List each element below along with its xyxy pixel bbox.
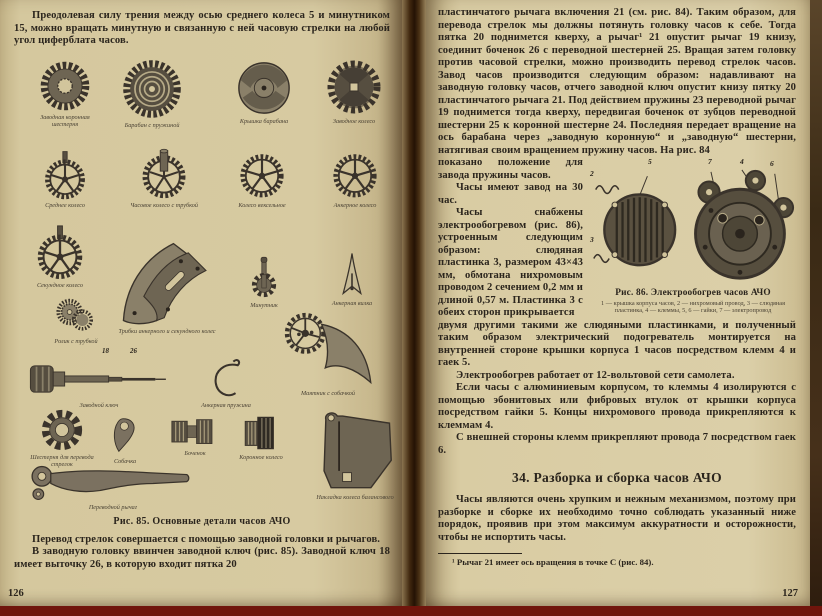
part-label: Коронное колесо (239, 453, 283, 461)
figure-86 (590, 157, 796, 315)
figure-part (162, 415, 228, 457)
part-label: Трибки анкерного и секундного колес (118, 327, 216, 335)
roller-icon (52, 295, 100, 337)
footnote-rule (438, 553, 522, 554)
part-label: Боченок (184, 449, 206, 457)
small-barrel-icon (167, 415, 223, 449)
part-label: Маятник с собачкой (301, 389, 355, 397)
setting-lever-icon (21, 463, 205, 503)
callout-7: 7 (708, 157, 712, 166)
right-paragraph-b3: Если часы с алюминиевым корпусом, то клеммы 4 изолируются с помощью эбонитовых или фибровых втулок от крышки корпуса посредством гайки 5. Концы нихромового провода прикрепляются к клеммам 4. (438, 382, 796, 431)
part-label: Секундное колесо (36, 281, 83, 289)
right-paragraph-b1: двумя другими такими же слюдяными пластинками, и полученный таким образом электрический подогреватель монтируется на внутренней стороне крышки корпуса 1 часов посредством клемм 4 и гаек 5. (438, 319, 796, 368)
figure-part (20, 223, 100, 289)
figure-part (18, 463, 208, 511)
key-callout-26: 26 (130, 346, 137, 355)
part-label: Минутник (250, 301, 278, 309)
part-label: Среднее колесо (45, 201, 85, 209)
figure-85 (14, 53, 394, 515)
right-wrap-paragraph-2: Часы имеют завод на 30 час. (438, 182, 583, 206)
balance-plate-icon (315, 409, 395, 493)
left-paragraph-2: В заводную головку ввинчен заводной ключ (рис. 85). Заводной ключ 18 имеет выточку 26, в которую входит пятка 20 (14, 546, 390, 570)
figure-part (226, 59, 302, 125)
figure-part (220, 147, 304, 209)
key-callout-18: 18 (102, 346, 109, 355)
figure-part (230, 413, 292, 461)
part-label: Анкерная вилка (331, 299, 373, 307)
figure-part (304, 409, 406, 501)
center-wheel-icon (39, 149, 91, 201)
barrel-with-spring-icon (120, 57, 184, 121)
callout-4: 4 (740, 157, 744, 166)
anchor-fork-icon (335, 251, 369, 299)
figure-part (314, 57, 394, 125)
escape-wheel-icon (328, 147, 382, 201)
right-paragraph-top: пластинчатого рычага включения 21 (см. рис. 84). Таким образом, для перевода стрелок мы должны потянуть головку часов к себе. Тогда пятка 20 поднимется кверху, а рычаг¹ 21 опустит рычаг 19 книзу, соединит боченок 26 с переводной шестерней 25. Вращая затем головку против часовой стрелки, можно производить перевод стрелок часов. Завод часов производится следующим образом: надавливают на заводную головку часов, отчего заводной ключ опустит книзу пятку 20 пластинчатого рычага 21. Под действием пружины 23 переводной рычаг 19 поднимется тогда кверху, передвигая боченок от зубцов переводной шестерни 25 к коронной шестерне 24. Последняя передает вращение на ось барабана через „заводную коронную“ и „заводную“ шестерни, натягивая своим вращением пружину часов. На рис. 84 (438, 7, 796, 156)
callout-3: 3 (590, 235, 594, 244)
figure-86-captionblock (590, 288, 796, 315)
part-label: Заводная коронная шестерня (40, 113, 90, 128)
minute-pinion-icon (242, 253, 286, 301)
page-number-left: 126 (8, 588, 24, 599)
part-label: Заводной ключ (79, 401, 119, 409)
figure-part (118, 145, 210, 209)
anchor-spring-icon (204, 353, 248, 401)
case-cover-illustration (682, 165, 796, 285)
figure-part (324, 251, 380, 307)
figure-part (112, 57, 192, 129)
winding-crown-gear-icon (38, 59, 92, 113)
book-gutter (402, 0, 426, 606)
page-edge-right (810, 0, 822, 606)
pinion-bridge-icon (114, 239, 220, 327)
part-label: Анкерная пружина (201, 401, 251, 409)
figure-part (272, 305, 384, 397)
figure-85-caption: Рис. 85. Основные детали часов АЧО (113, 515, 291, 527)
figure-part (18, 346, 180, 409)
part-label: Собачка (113, 457, 137, 465)
hour-wheel-icon (136, 145, 192, 201)
right-closing-paragraph: Часы являются очень хрупким и нежным механизмом, поэтому при разборке и сборке их необходимо точно соблюдать указанный ниже порядок, проявив при этом максимум аккуратности и осторожности, чтобы не испортить часы. (438, 494, 796, 543)
seconds-wheel-icon (31, 223, 89, 281)
figure-86-caption: Рис. 86. Электрообогрев часов АЧО (615, 288, 771, 298)
footnote: ¹ Рычаг 21 имеет ось вращения в точке С (рис. 84). (452, 557, 654, 567)
figure-part (194, 353, 258, 409)
part-label: Ролик с трубкой (54, 337, 98, 345)
left-paragraph-1: Перевод стрелок совершается с помощью заводной головки и рычагов. (32, 533, 381, 545)
pawl-icon (108, 413, 142, 457)
part-label: Колесо вексельное (238, 201, 286, 209)
part-label: Часовое колесо с трубкой (130, 201, 198, 209)
right-wrap-paragraph-3: Часы снабжены электрообогревом (рис. 86), устроенным следующим образом: слюдяная пластинка 3, размером 43×43 мм, обмотана нихромовым проводом 2 сечением 0,2 мм и длиной 0,57 м. Пластинка 3 с обеих сторон прикрывается (438, 207, 583, 318)
left-page (0, 0, 402, 606)
right-wrap-paragraph-1: показано положение для завода пружины часов. (438, 157, 583, 181)
page-number-right: 127 (782, 588, 798, 599)
barrel-cover-icon (235, 59, 293, 117)
figure-text-flow (438, 157, 796, 320)
part-label: Переводной рычаг (88, 503, 138, 511)
callout-2: 2 (590, 169, 594, 178)
figure-86-legend: 1 — крышка корпуса часов, 2 — нихромовый провод, 3 — слюдяная пластинка, 4 — клеммы, 5, 6 — гайки, 7 — электропровод (601, 300, 785, 315)
part-label: Крышка барабана (239, 117, 289, 125)
section-heading: 34. Разборка и сборка часов АЧО (512, 470, 722, 485)
figure-part (234, 253, 294, 309)
right-paragraph-b2: Электрообогрев работает от 12-вольтовой сети самолета. (456, 369, 735, 381)
right-page (426, 0, 810, 606)
minute-wheel-icon (235, 147, 289, 201)
part-label: Накладка колеса балансового (316, 493, 394, 501)
hand-setting-gear-icon (39, 407, 85, 453)
figure-part (26, 149, 104, 209)
left-intro-paragraph: Преодолевая силу трения между осью среднего колеса 5 и минутником 15, можно вращать минутную и связанную с ней часовую стрелки на любой угол циферблата часов. (14, 10, 390, 46)
heater-plate-illustration (590, 165, 678, 285)
callout-6: 6 (770, 159, 774, 168)
figure-part (108, 239, 226, 335)
winding-key-icon (23, 357, 175, 401)
part-label: Шестерня для перевода стрелок (30, 453, 94, 468)
figure-part (100, 413, 150, 465)
part-label: Анкерное колесо (333, 201, 377, 209)
winding-wheel-icon (324, 57, 384, 117)
crown-wheel-icon (240, 413, 282, 453)
figure-part (20, 407, 104, 468)
figure-part (314, 147, 396, 209)
part-label: Барабан с пружиной (124, 121, 180, 129)
pendulum-icon (278, 305, 378, 389)
callout-5: 5 (648, 157, 652, 166)
part-label: Заводное колесо (332, 117, 376, 125)
figure-part (40, 295, 112, 345)
figure-86-images (590, 157, 796, 285)
figure-part (32, 59, 98, 128)
right-paragraph-b4: С внешней стороны клемм прикрепляют провода 7 посредством гаек 6. (438, 432, 796, 456)
